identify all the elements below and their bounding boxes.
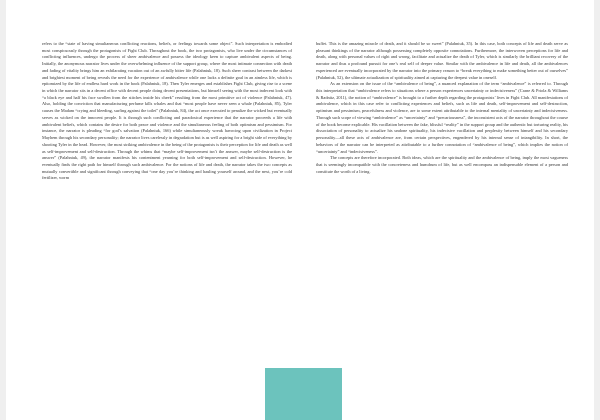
paragraph: The concepts are therefore incorporated. Both ideas, which are the spirituality and the ambivalence of being, imply the most vagueness that is seemingly incompatible with the concreteness and humdrum of life, but as well encompass an indispensable element of a person and constitute the worth of a living. — [316, 155, 568, 174]
left-column — [42, 41, 292, 182]
paragraph: buffet. This is the amazing miracle of death, and it should be so sweet” (Palahniuk, 35). In this case, both concepts of life and death serve as pleasant thinkings of the narrator although possessing completely opposite connotations. Furthermore, the interwoven perceptions for life and death, along with personal values of right and wrong, facilitate and actualize the death of Tyler, which is similarly the brilliant recovery of the narrator and thus a profound pursuit for one’s real self of deeper value. Similar with the ambivalence in life and death, all the ambivalences experienced are eventually incorporated by the narrator into the primary reason to “break everything to make something better out of ourselves” (Palahniuk, 52), the ultimate actualization of spirituality aimed at capturing the deepest value in oneself. — [316, 41, 568, 80]
document-page — [6, 0, 594, 420]
footer-accent-block — [265, 368, 342, 420]
right-column — [316, 41, 568, 175]
paragraph: As an extension on the issue of the “ambivalence of being”, a nuanced explanation of the term “ambivalence” is referred to. Through this interpretation that “ambivalence refers to situations where a person experiences uncertainty or indecisiveness” (Crane & Priola & Williams & Radnitz, 2011), the notion of “ambivalence” is brought to a further depth regarding the protagonists’ lives in Fight Club. All manifestations of ambivalence, which in this case refer to conflicting experiences and beliefs, such as life and death, self-improvement and self-destruction, optimism and pessimism, peacefulness and violence, are to some extent attributable to the internal mentality of uncertainty and indecisiveness. Through such scope of viewing “ambivalence” as “uncertainty” and “precariousness”, the inconsistent acts of the narrator throughout the course of the book become explicable. His vacillation between the fake, blissful “reality” in the support group and the authentic but torturing reality, his dissociation of personality to actualize his undone spirituality, his indecisive vacillation and perplexity between himself and his secondary personality—all these acts of ambivalence are, from certain perspectives, engendered by his internal sense of intangibility. In short, the behaviors of the narrator can be interpreted as attributable to a further connotation of “ambivalence of being”, which implies the notion of “uncertainty” and “indecisiveness”. — [316, 81, 568, 154]
paragraph: refers to the “state of having simultaneous conflicting reactions, beliefs, or feelings towards some object”. Such interpretation is embodied most conspicuously through the protagonists of Fight Club. Throughout the book, the two protagonists, who live under the circumstances of conflicting influences, undergo the process of sheer ambivalence and possess the ideology keen to capture ambivalent aspects of being. Initially, the anonymous narrator lives under the overwhelming influence of the support group, where the most intimate connection with death and fading of vitality brings him an exhilarating vacation out of an awfully bitter life (Palahniuk, 18). Such sheer contrast between the darkest and brightest moment of being reveals the need for the experience of ambivalence while one lacks a definite goal in an aimless life, which is epitomized by the life of endless hard work in the book (Palahniuk, 18). Then Tyler emerges and establishes Fight Club, giving rise to a scene in which the narrator sits in a decent office with decent people doing decent presentations, but himself seeing with the most indecent look with “a black eye and half his face swollen from the stitches inside his cheek” resulting from the most primitive act of violence (Palahniuk, 47). Also, holding the conviction that manufacturing perfume kills whales and that “most people have never seen a whale (Palahniuk, 85), Tyler causes the Madam “crying and bleeding, surfing against the toilet” (Palahniuk, 84), the act once executed to penalize the wicked but eventually serves as wicked on the innocent people. It is through such conflicting and paradoxical experience that the narrator proceeds a life with ambivalent beliefs, which contains the desire for both peace and violence and the simultaneous feeling of both optimism and pessimism. For instance, the narrator is pleading “for god’s salvation (Palahniuk, 166) while simultaneously wreak havocing upon civilization in Project Mayhem through his secondary personality; the narrator lives carelessly in degradation but is as well aspiring for a bright side of everything by shooting Tyler in the head. However, the most striking ambivalence in the being of the protagonists is their perception for life and death as well as self-improvement and self-destruction. Through the whims that “maybe self-improvement isn’t the answer, maybe self-destruction is the answer” (Palahniuk, 49), the narrator manifests his contentment yearning for both self-improvement and self-destruction. However, he eventually finds the right path for himself through such ambivalence. For the notions of life and death, the narrator takes the two concepts as mutually convertible and significant through conveying that “one day you’re thinking and hauling yourself around, and the next, you’re cold fertilizer, worm — [42, 41, 292, 181]
